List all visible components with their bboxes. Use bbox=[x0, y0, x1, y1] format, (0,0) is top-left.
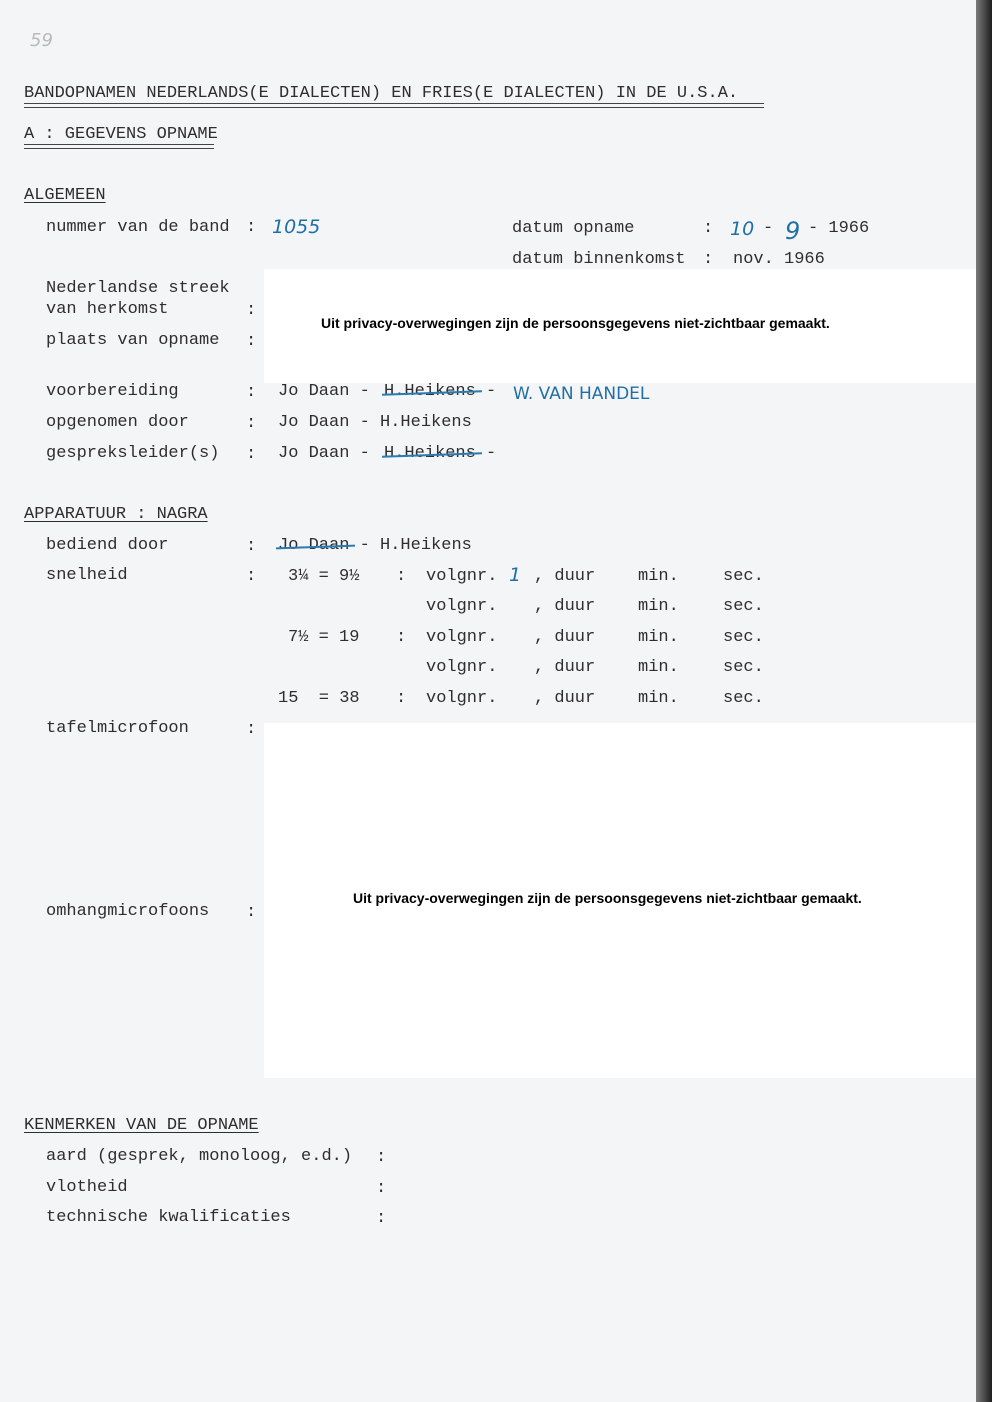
band-number-label: nummer van de band bbox=[46, 218, 230, 237]
date-dash: - bbox=[763, 219, 774, 238]
colon: : bbox=[246, 332, 257, 351]
technische-label: technische kwalificaties bbox=[46, 1208, 291, 1227]
privacy-notice: Uit privacy-overwegingen zijn de persoonsgegevens niet-zichtbaar gemaakt. bbox=[321, 315, 830, 331]
datum-binnenkomst-value: nov. 1966 bbox=[733, 250, 825, 269]
colon: : bbox=[396, 628, 407, 647]
sec-label: sec. bbox=[723, 689, 764, 708]
duur-label: , duur bbox=[534, 689, 596, 708]
colon: : bbox=[246, 414, 257, 433]
bediend-name: - H.Heikens bbox=[359, 536, 472, 555]
colon: : bbox=[246, 445, 257, 464]
colon: : bbox=[246, 720, 257, 739]
duur-label: , duur bbox=[534, 658, 596, 677]
strikethrough-text: H.Heikens bbox=[384, 444, 476, 463]
speed-value: 15 = 38 bbox=[278, 689, 360, 708]
min-label: min. bbox=[638, 628, 679, 647]
volgnr-label: volgnr. bbox=[426, 628, 498, 647]
colon: : bbox=[246, 218, 257, 237]
gespreksleider-value: Jo Daan - bbox=[278, 444, 370, 463]
apparatuur-heading: APPARATUUR : NAGRA bbox=[24, 505, 208, 524]
sec-label: sec. bbox=[723, 597, 764, 616]
datum-opname-day: 10 bbox=[730, 218, 755, 240]
min-label: min. bbox=[638, 597, 679, 616]
sec-label: sec. bbox=[723, 567, 764, 586]
colon: : bbox=[376, 1209, 387, 1228]
aard-label: aard (gesprek, monoloog, e.d.) bbox=[46, 1147, 353, 1166]
duur-label: , duur bbox=[534, 628, 596, 647]
algemeen-heading: ALGEMEEN bbox=[24, 186, 106, 205]
colon: : bbox=[246, 903, 257, 922]
volgnr-label: volgnr. bbox=[426, 658, 498, 677]
page-number-pencil: 59 bbox=[30, 30, 53, 51]
colon: : bbox=[246, 537, 257, 556]
title-double-underline bbox=[24, 103, 764, 104]
datum-opname-month: 9 bbox=[785, 217, 801, 245]
gespreksleider-struck-name: H.Heikens - bbox=[384, 444, 497, 463]
opgenomen-value: Jo Daan - H.Heikens bbox=[278, 413, 472, 432]
volgnr-handwritten: 1 bbox=[509, 564, 522, 586]
bediend-label: bediend door bbox=[46, 536, 169, 555]
voorbereiding-struck-name: H.Heikens - bbox=[384, 382, 497, 401]
volgnr-label: volgnr. bbox=[426, 689, 498, 708]
voorbereiding-label: voorbereiding bbox=[46, 382, 179, 401]
page-edge-shadow bbox=[976, 0, 992, 1402]
min-label: min. bbox=[638, 689, 679, 708]
speed-value: 3¼ = 9½ bbox=[288, 567, 360, 586]
colon: : bbox=[246, 301, 257, 320]
snelheid-label: snelheid bbox=[46, 566, 128, 585]
duur-label: , duur bbox=[534, 567, 596, 586]
vlotheid-label: vlotheid bbox=[46, 1178, 128, 1197]
colon: : bbox=[396, 689, 407, 708]
colon: : bbox=[396, 567, 407, 586]
tafelmicrofoon-label: tafelmicrofoon bbox=[46, 719, 189, 738]
sec-label: sec. bbox=[723, 628, 764, 647]
section-a-double-underline bbox=[24, 144, 214, 145]
bediend-value bbox=[278, 536, 472, 556]
sec-label: sec. bbox=[723, 658, 764, 677]
privacy-notice: Uit privacy-overwegingen zijn de persoonsgegevens niet-zichtbaar gemaakt. bbox=[353, 890, 862, 906]
duur-label: , duur bbox=[534, 597, 596, 616]
speed-value: 7½ = 19 bbox=[288, 628, 360, 647]
volgnr-label: volgnr. bbox=[426, 597, 498, 616]
streek-label-line2: van herkomst bbox=[46, 300, 169, 319]
datum-opname-year: - 1966 bbox=[808, 219, 870, 238]
document-title: BANDOPNAMEN NEDERLANDS(E DIALECTEN) EN FRIES(E DIALECTEN) IN DE U.S.A. bbox=[24, 84, 739, 103]
datum-binnenkomst-label: datum binnenkomst bbox=[512, 250, 686, 269]
voorbereiding-value: Jo Daan - bbox=[278, 382, 370, 401]
colon: : bbox=[703, 219, 714, 238]
datum-opname-label: datum opname bbox=[512, 219, 635, 238]
band-number-value: 1055 bbox=[272, 216, 321, 238]
colon: : bbox=[246, 567, 257, 586]
min-label: min. bbox=[638, 567, 679, 586]
min-label: min. bbox=[638, 658, 679, 677]
opgenomen-label: opgenomen door bbox=[46, 413, 189, 432]
kenmerken-heading: KENMERKEN VAN DE OPNAME bbox=[24, 1116, 259, 1135]
voorbereiding-handwritten-name: W. VAN HANDEL bbox=[513, 384, 650, 404]
omhangmicrofoons-label: omhangmicrofoons bbox=[46, 902, 210, 921]
streek-label-line1: Nederlandse streek bbox=[46, 279, 230, 298]
strikethrough-text: Jo Daan bbox=[278, 536, 350, 555]
colon: : bbox=[246, 383, 257, 402]
colon: : bbox=[376, 1179, 387, 1198]
colon: : bbox=[703, 250, 714, 269]
plaats-label: plaats van opname bbox=[46, 331, 220, 350]
strikethrough-text: H.Heikens bbox=[384, 382, 476, 401]
volgnr-label: volgnr. bbox=[426, 567, 498, 586]
section-a-heading: A : GEGEVENS OPNAME bbox=[24, 125, 218, 144]
colon: : bbox=[376, 1148, 387, 1167]
gespreksleider-label: gespreksleider(s) bbox=[46, 444, 220, 463]
